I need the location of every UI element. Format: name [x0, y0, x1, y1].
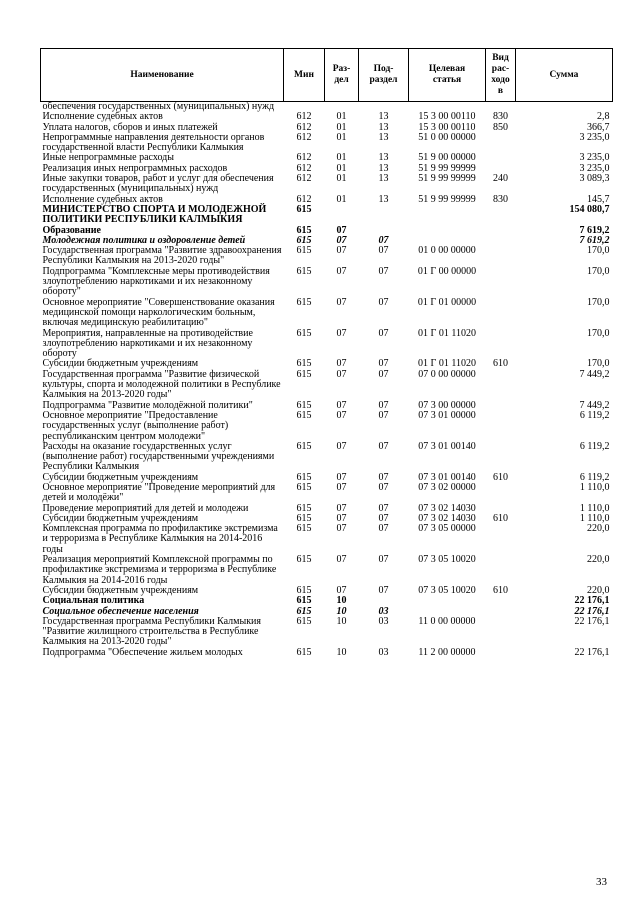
row-podrazdel: 07: [378, 358, 389, 370]
row-celevaya: 51 9 99 99999: [418, 193, 476, 205]
row-summa: 170,0: [587, 265, 610, 277]
header-summa: Сумма: [516, 49, 613, 102]
row-min: 615: [296, 471, 312, 483]
row-podrazdel: [359, 205, 409, 226]
row-podrazdel: 07: [378, 440, 389, 452]
row-name: Иные закупки товаров, работ и услуг для обеспечения государственных (муниципальных) нужд: [42, 173, 274, 195]
row-min: 612: [296, 121, 312, 133]
row-summa: 3 235,0: [579, 131, 610, 143]
row-vid: [486, 483, 516, 504]
row-vid: [486, 246, 516, 267]
row-razdel: 07: [336, 440, 347, 452]
row-celevaya: 11 0 00 00000: [418, 615, 476, 627]
header-min: Мин: [284, 49, 325, 102]
row-celevaya: 07 3 02 14030: [418, 512, 476, 524]
row-podrazdel: 07: [378, 554, 389, 566]
row-summa: 7 619,2: [579, 224, 610, 236]
row-summa: 1 110,0: [579, 502, 610, 514]
row-summa: 7 449,2: [579, 368, 610, 380]
row-summa: 22 176,1: [574, 595, 610, 607]
row-razdel: 07: [336, 512, 347, 524]
row-podrazdel: 13: [378, 152, 389, 164]
row-razdel: 07: [336, 368, 347, 380]
row-podrazdel: 07: [378, 399, 389, 411]
row-summa: 1 110,0: [579, 512, 610, 524]
row-min: 615: [296, 512, 312, 524]
row-summa: 3 235,0: [579, 162, 610, 174]
row-name: Подпрограмма "Развитие молодёжной политики": [42, 399, 253, 411]
row-vid: [486, 617, 516, 648]
row-name: Комплексная программа по профилактике экстремизма и терроризма в Республике Калмыкия на 2014-2016 годы: [42, 523, 278, 555]
row-name: Субсидии бюджетным учреждениям: [42, 358, 199, 370]
row-vid: [486, 226, 516, 236]
row-min: 615: [296, 358, 312, 370]
row-summa: 220,0: [587, 554, 610, 566]
row-name: Субсидии бюджетным учреждениям: [42, 471, 199, 483]
table-row: [41, 298, 613, 329]
header-name: Наименование: [41, 49, 284, 102]
row-vid: [486, 524, 516, 555]
row-name: Иные непрограммные расходы: [42, 152, 174, 164]
row-name: Государственная программа Республики Калмыкия "Развитие жилищного строительства в Республике Калмыкия на 2013-2020 годы": [42, 615, 262, 648]
row-min: 615: [296, 440, 312, 452]
row-min: 615: [296, 399, 312, 411]
row-razdel: 10: [336, 615, 347, 627]
row-summa: 22 176,1: [574, 615, 610, 627]
row-celevaya: 07 3 01 00000: [418, 409, 476, 421]
row-celevaya: [409, 226, 486, 236]
row-podrazdel: 03: [378, 646, 389, 658]
row-celevaya: 07 3 02 14030: [418, 502, 476, 514]
row-podrazdel: 03: [378, 605, 389, 617]
row-razdel: 07: [336, 502, 347, 514]
row-razdel: 01: [336, 162, 347, 174]
row-name: Основное мероприятие "Предоставление государственных услуг (выполнение работ) республиканским центром молодежи": [42, 409, 229, 442]
row-razdel: 01: [336, 131, 347, 143]
row-podrazdel: 07: [378, 296, 389, 308]
row-celevaya: 51 9 00 00000: [418, 152, 476, 164]
row-min: 612: [296, 131, 312, 143]
row-summa: 6 119,2: [579, 440, 610, 452]
row-vid: 610: [493, 471, 508, 483]
row-razdel: 01: [336, 193, 347, 205]
row-razdel: 01: [336, 121, 347, 133]
row-summa: 170,0: [587, 327, 610, 339]
row-name: Социальное обеспечение населения: [42, 605, 199, 617]
table-row: [41, 617, 613, 648]
row-summa: 154 080,7: [569, 203, 610, 215]
row-vid: [486, 648, 516, 658]
row-razdel: 07: [336, 265, 347, 277]
row-name: Подпрограмма "Обеспечение жильем молодых: [42, 646, 243, 658]
row-min: 615: [296, 245, 312, 257]
row-celevaya: 07 3 05 00000: [418, 523, 476, 535]
row-min: 615: [296, 368, 312, 380]
row-min: 615: [296, 234, 312, 246]
row-razdel: 07: [336, 234, 347, 246]
row-summa: 170,0: [587, 296, 610, 308]
row-min: 612: [296, 111, 312, 123]
row-name: Исполнение судебных актов: [42, 193, 163, 205]
row-podrazdel: 13: [378, 162, 389, 174]
row-name: Реализация мероприятий Комплексной программы по профилактике экстремизма и терроризма в Республике Калмыкия на 2014-2016 годы: [42, 554, 277, 586]
row-min: 615: [296, 481, 312, 493]
row-min: 612: [296, 162, 312, 174]
row-name: Непрограммные направления деятельности органов государственной власти Республики Калмыкия: [42, 131, 265, 154]
row-razdel: 07: [336, 523, 347, 535]
row-celevaya: 51 0 00 00000: [418, 131, 476, 143]
row-podrazdel: 13: [378, 111, 389, 123]
table-row: [41, 133, 613, 154]
row-min: 612: [296, 152, 312, 164]
row-podrazdel: 07: [378, 523, 389, 535]
budget-table: [40, 48, 613, 658]
table-row: [41, 555, 613, 586]
row-vid: [486, 329, 516, 360]
row-razdel: 07: [336, 409, 347, 421]
row-name: Основное мероприятие "Проведение мероприятий для детей и молодёжи": [42, 481, 276, 504]
row-celevaya: 07 0 00 00000: [418, 368, 476, 380]
row-podrazdel: 07: [378, 265, 389, 277]
row-podrazdel: 07: [378, 234, 389, 246]
row-name: Реализация иных непрограммных расходов: [42, 162, 228, 174]
header-vid: Вид рас- ходо в: [486, 49, 516, 102]
page-number: 33: [596, 876, 607, 888]
row-name: Подпрограмма "Комплексные меры противодействия злоупотреблению наркотиками и их незаконному обороту": [42, 265, 270, 298]
row-celevaya: 01 Г 01 00000: [417, 296, 477, 308]
row-podrazdel: 13: [378, 173, 389, 185]
row-podrazdel: 07: [378, 481, 389, 493]
row-vid: [486, 401, 516, 411]
row-vid: [486, 607, 516, 617]
row-razdel: 01: [336, 111, 347, 123]
row-summa: 22 176,1: [574, 646, 610, 658]
row-razdel: 07: [336, 481, 347, 493]
row-vid: [486, 411, 516, 442]
row-summa: 3 235,0: [579, 152, 610, 164]
row-podrazdel: 07: [378, 245, 389, 257]
row-celevaya: 15 3 00 00110: [418, 121, 476, 133]
row-summa: 7 619,2: [579, 234, 610, 246]
row-name: обеспечения государственных (муниципальных) нужд: [42, 101, 275, 112]
row-min: 615: [296, 502, 312, 514]
row-podrazdel: 07: [378, 327, 389, 339]
row-razdel: 07: [336, 554, 347, 566]
row-min: 615: [296, 327, 312, 339]
table-row: [41, 174, 613, 195]
row-celevaya: 15 3 00 00110: [418, 111, 476, 123]
row-vid: [486, 236, 516, 246]
row-vid: 850: [493, 121, 508, 133]
row-podrazdel: 07: [378, 502, 389, 514]
row-name: Государственная программа "Развитие здравоохранения Республики Калмыкия на 2013-2020 годы": [42, 245, 282, 267]
row-min: 615: [296, 203, 312, 215]
row-vid: [486, 555, 516, 586]
row-celevaya: 11 2 00 00000: [418, 646, 476, 658]
row-podrazdel: 13: [378, 121, 389, 133]
row-razdel: 07: [336, 471, 347, 483]
row-name: Проведение мероприятий для детей и молодежи: [42, 502, 249, 514]
row-summa: 1 110,0: [579, 481, 610, 493]
row-min: 615: [296, 265, 312, 277]
row-vid: 240: [493, 173, 508, 185]
row-razdel: 07: [336, 327, 347, 339]
row-name: Молодежная политика и оздоровление детей: [42, 234, 246, 246]
row-name: Субсидии бюджетным учреждениям: [42, 584, 199, 596]
budget-table-page: [40, 48, 612, 658]
header-razdel: Раз- дел: [325, 49, 359, 102]
row-summa: 220,0: [587, 584, 610, 596]
table-row: [41, 329, 613, 360]
row-name: Социальная политика: [42, 595, 145, 607]
row-min: 615: [296, 646, 312, 658]
row-vid: 830: [493, 193, 508, 205]
row-name: Субсидии бюджетным учреждениям: [42, 512, 199, 524]
table-row: [41, 205, 613, 226]
table-row: [41, 370, 613, 401]
row-razdel: 01: [336, 152, 347, 164]
table-row: [41, 267, 613, 298]
row-podrazdel: 13: [378, 193, 389, 205]
row-summa: 3 089,3: [579, 173, 610, 185]
row-summa: 7 449,2: [579, 399, 610, 411]
row-summa: 145,7: [587, 193, 610, 205]
row-razdel: 07: [336, 584, 347, 596]
table-row: [41, 648, 613, 658]
row-razdel: 10: [336, 605, 347, 617]
row-vid: [486, 133, 516, 154]
row-podrazdel: 07: [378, 512, 389, 524]
row-podrazdel: [359, 596, 409, 606]
row-vid: [486, 596, 516, 606]
row-min: 615: [296, 296, 312, 308]
row-vid: [486, 153, 516, 163]
table-row: [41, 442, 613, 473]
row-celevaya: 07 3 01 00140: [418, 471, 476, 483]
table-row: [41, 524, 613, 555]
table-header: [41, 49, 613, 102]
table-row: [41, 411, 613, 442]
row-razdel: 07: [336, 245, 347, 257]
row-razdel: 01: [336, 173, 347, 185]
row-summa: 220,0: [587, 523, 610, 535]
row-summa: 2,8: [597, 111, 610, 123]
row-min: 615: [296, 595, 312, 607]
row-name: Уплата налогов, сборов и иных платежей: [42, 121, 218, 133]
row-celevaya: 07 3 01 00140: [418, 440, 476, 452]
row-vid: [486, 442, 516, 473]
table-row: [41, 596, 613, 606]
row-celevaya: 07 3 05 10020: [418, 584, 476, 596]
row-podrazdel: 07: [378, 409, 389, 421]
row-name: Основное мероприятие "Совершенствование оказания медицинской помощи наркологическим больным, включая медицинскую реабилитацию": [42, 296, 275, 329]
row-razdel: 07: [336, 224, 347, 236]
row-name: Государственная программа "Развитие физической культуры, спорта и молодежной политики в Республике Калмыкия на 2013-2020 годы": [42, 368, 281, 401]
row-min: 615: [296, 554, 312, 566]
row-min: 615: [296, 615, 312, 627]
row-vid: 610: [493, 358, 508, 370]
row-vid: 830: [493, 111, 508, 123]
row-razdel: 07: [336, 358, 347, 370]
row-min: 615: [296, 523, 312, 535]
row-name: Мероприятия, направленные на противодействие злоупотреблению наркотиками и их незаконному обороту: [42, 327, 253, 360]
row-min: 615: [296, 409, 312, 421]
row-celevaya: 07 3 05 10020: [418, 554, 476, 566]
row-celevaya: [409, 205, 486, 226]
row-podrazdel: 03: [378, 615, 389, 627]
row-celevaya: 01 Г 01 11020: [418, 358, 476, 370]
row-razdel: 07: [336, 296, 347, 308]
row-vid: [486, 205, 516, 226]
row-razdel: [325, 205, 359, 226]
row-name: Расходы на оказание государственных услуг (выполнение работ) государственными учреждениями Республики Калмыкия: [42, 440, 275, 473]
row-summa: 366,7: [587, 121, 610, 133]
row-min: 615: [296, 224, 312, 236]
row-celevaya: 07 3 02 00000: [418, 481, 476, 493]
row-vid: 610: [493, 512, 508, 524]
row-podrazdel: 07: [378, 471, 389, 483]
row-razdel: 07: [336, 399, 347, 411]
row-name: Исполнение судебных актов: [42, 111, 163, 123]
row-summa: 170,0: [587, 245, 610, 257]
row-razdel: 10: [336, 595, 347, 607]
row-min: 615: [296, 605, 312, 617]
row-razdel: 10: [336, 646, 347, 658]
row-summa: 170,0: [587, 358, 610, 370]
row-podrazdel: 13: [378, 131, 389, 143]
row-vid: [486, 298, 516, 329]
row-podrazdel: 07: [378, 368, 389, 380]
row-summa: 6 119,2: [579, 409, 610, 421]
table-row: [41, 246, 613, 267]
row-celevaya: 07 3 00 00000: [418, 399, 476, 411]
row-min: 612: [296, 173, 312, 185]
row-podrazdel: 07: [378, 584, 389, 596]
table-row: [41, 483, 613, 504]
header-celevaya: Целевая статья: [409, 49, 486, 102]
row-vid: 610: [493, 584, 508, 596]
row-summa: 22 176,1: [574, 605, 610, 617]
row-vid: [486, 267, 516, 298]
row-name: Образование: [42, 224, 101, 236]
row-summa: 6 119,2: [579, 471, 610, 483]
row-celevaya: 01 Г 00 00000: [417, 265, 477, 277]
row-celevaya: 01 Г 01 11020: [418, 327, 476, 339]
table-body: [41, 102, 613, 659]
row-celevaya: 51 9 99 99999: [418, 173, 476, 185]
row-min: 612: [296, 193, 312, 205]
row-name: МИНИСТЕРСТВО СПОРТА И МОЛОДЕЖНОЙ ПОЛИТИКИ РЕСПУБЛИКИ КАЛМЫКИЯ: [42, 203, 267, 226]
row-celevaya: 01 0 00 00000: [418, 245, 476, 257]
row-celevaya: [409, 596, 486, 606]
row-min: 615: [296, 584, 312, 596]
row-celevaya: 51 9 99 99999: [418, 162, 476, 174]
row-vid: [486, 370, 516, 401]
header-podrazdel: Под- раздел: [359, 49, 409, 102]
